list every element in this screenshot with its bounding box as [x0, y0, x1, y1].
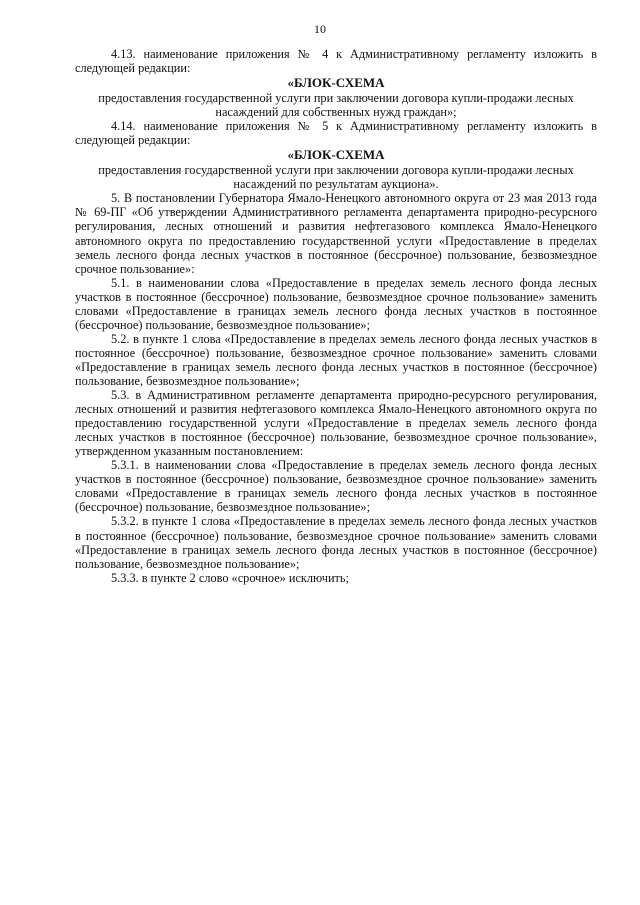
document-body — [75, 47, 597, 585]
paragraph-5-3-2: 5.3.2. в пункте 1 слова «Предоставление в пределах земель лесного фонда лесных участков в постоянное (бессрочное) пользование, безвозмездное срочное пользование» заменить словами «Предоставление в границах земель лесного фонда лесных участков в постоянное (бессрочное) пользование, безвозмездное пользование»; — [75, 514, 597, 571]
paragraph-5-3-3: 5.3.3. в пункте 2 слово «срочное» исключить; — [111, 570, 349, 585]
heading-block-scheme-5: «БЛОК-СХЕМА — [287, 147, 385, 163]
page-number: 10 — [314, 22, 326, 36]
paragraph-5-3-1: 5.3.1. в наименовании слова «Предоставление в пределах земель лесного фонда лесных участков в постоянное (бессрочное) пользование, безвозмездное срочное пользование» заменить словами «Предоставление в границах земель лесного фонда лесных участков в постоянное (бессрочное) пользование, безвозмездное пользование»; — [75, 458, 597, 515]
subheading-block-scheme-4: предоставления государственной услуги при заключении договора купли-продажи лесных насаждений для собственных нужд граждан»; — [98, 91, 574, 120]
paragraph-4-14: 4.14. наименование приложения № 5 к Административному регламенту изложить в следующей редакции: — [75, 119, 597, 148]
subheading-block-scheme-5: предоставления государственной услуги при заключении договора купли-продажи лесных насаждений по результатам аукциона». — [98, 163, 574, 192]
paragraph-5-3: 5.3. в Административном регламенте департамента природно-ресурсного регулирования, лесных отношений и развития нефтегазового комплекса Ямало-Ненецкого автономного округа по предоставлению государственной услуги «Предоставление в пределах земель лесного фонда лесных участков в постоянное (бессрочное) пользование, безвозмездное срочное пользование», утвержденном указанным постановлением: — [75, 388, 597, 459]
paragraph-4-13: 4.13. наименование приложения № 4 к Административному регламенту изложить в следующей редакции: — [75, 47, 597, 76]
paragraph-5-1: 5.1. в наименовании слова «Предоставление в пределах земель лесного фонда лесных участков в постоянное (бессрочное) пользование, безвозмездное срочное пользование» заменить словами «Предоставление в границах земель лесного фонда лесных участков в постоянное (бессрочное) пользование, безвозмездное пользование»; — [75, 275, 597, 332]
paragraph-5: 5. В постановлении Губернатора Ямало-Ненецкого автономного округа от 23 мая 2013 года № 69-ПГ «Об утверждении Административного регламента департамента природно-ресурсного регулирования, лесных отношений и развития нефтегазового комплекса Ямало-Ненецкого автономного округа по предоставлению государственной услуги «Предоставление в пределах земель лесного фонда лесных участков в постоянное (бессрочное) пользование, безвозмездное срочное пользование»: — [75, 191, 597, 276]
paragraph-5-2: 5.2. в пункте 1 слова «Предоставление в пределах земель лесного фонда лесных участков в постоянное (бессрочное) пользование, безвозмездное срочное пользование» заменить словами «Предоставление в границах земель лесного фонда лесных участков в постоянное (бессрочное) пользование, безвозмездное пользование»; — [75, 331, 597, 388]
heading-block-scheme-4: «БЛОК-СХЕМА — [287, 75, 385, 91]
